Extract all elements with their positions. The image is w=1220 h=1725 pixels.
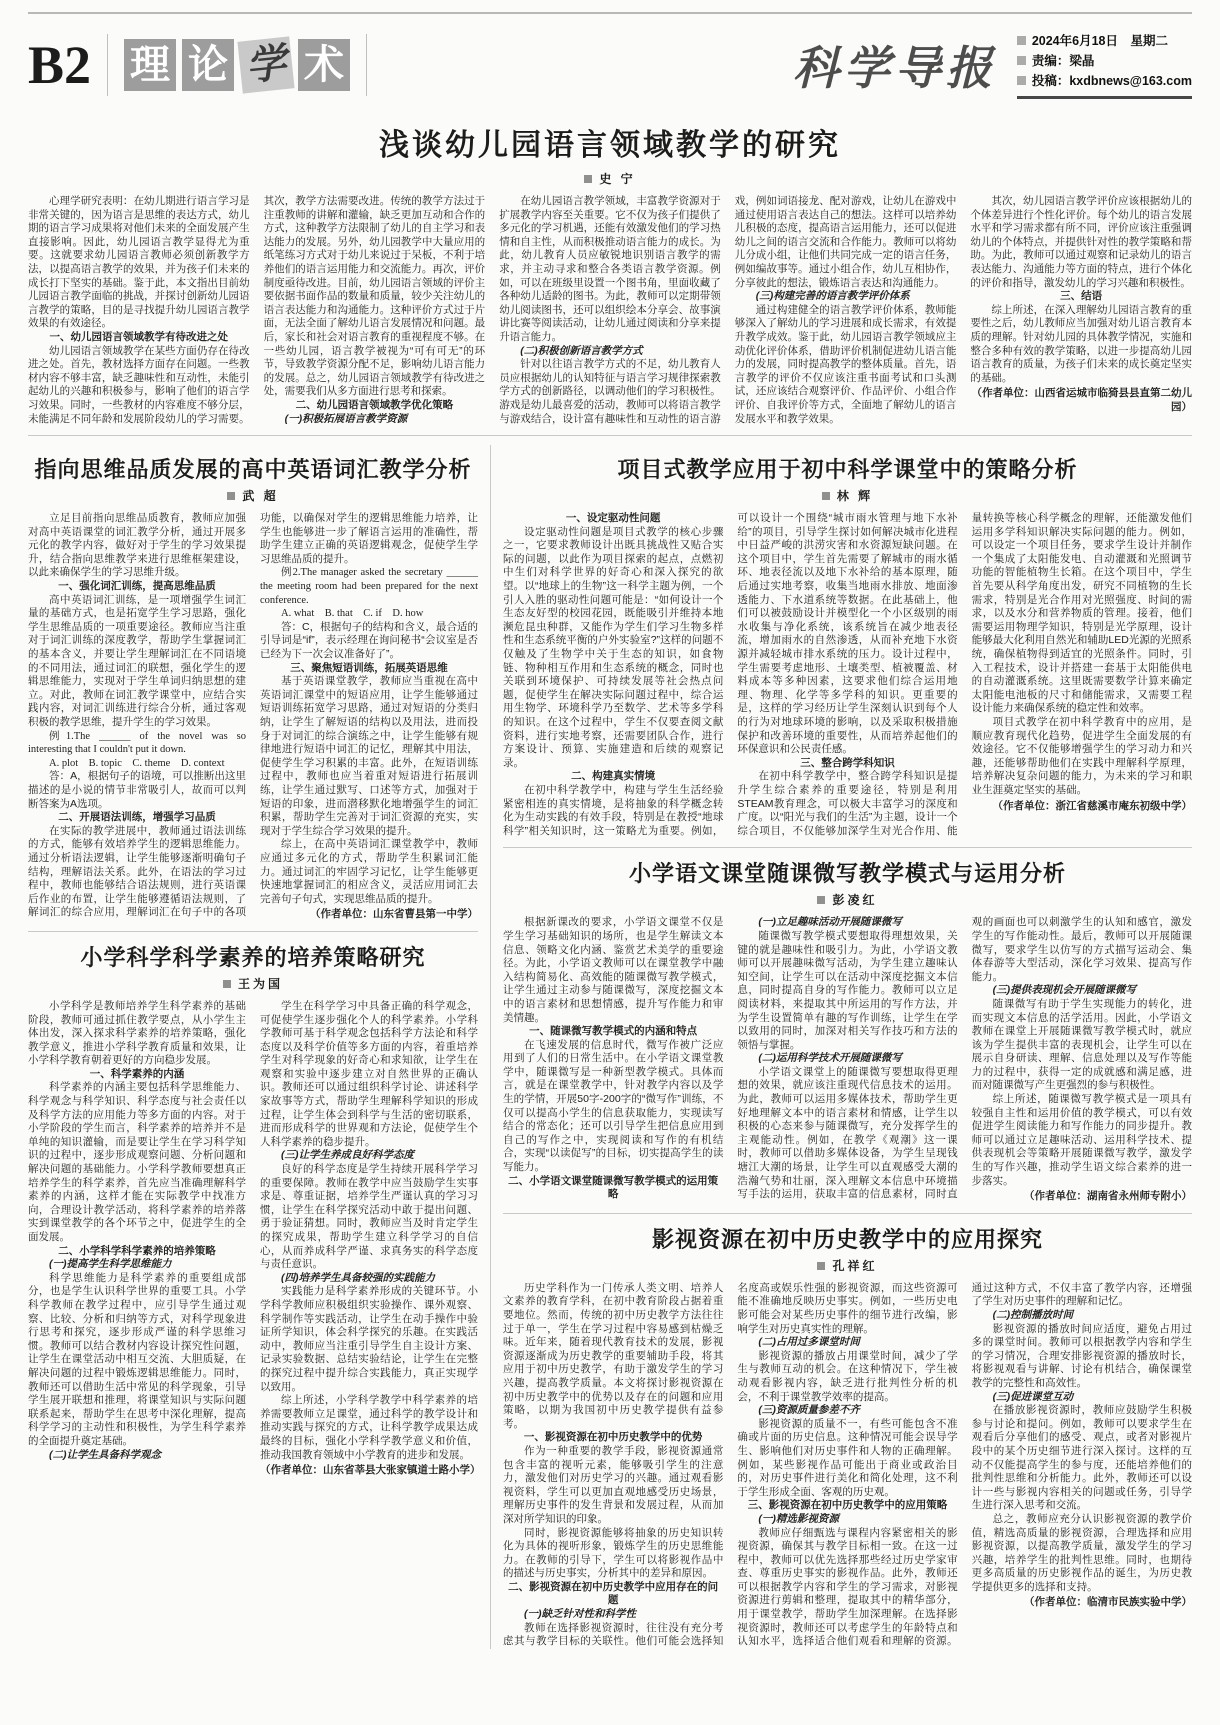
article-title: 项目式教学应用于初中科学课堂中的策略分析 — [617, 457, 1078, 483]
square-bullet-icon — [1017, 76, 1026, 85]
body-paragraph: 综上所述，随课微写教学模式是一项具有较强自主性和运用价值的教学模式，可以有效促进学生阅读能力和写作能力的同步提升。教师可以通过立足趣味活动、运用科学技术、提供表现机会等策略开展随课微写教学，激发学生的写作兴趣，推动学生语文综合素养的进一步落实。 — [971, 1093, 1192, 1187]
body-paragraph: 随课微写教学模式要想取得理想效果，关键的就是趣味性和吸引力。为此，小学语文教师可以开展趣味微写活动，为学生建立趣味认知空间，让学生可以在活动中深度挖掘文本信息，同时提高自身的写作能力。教师可以立足阅读材料，来提取其中所运用的写作方法，并为学生设置简单有趣的写作训练，让学生在学以致用的同时，加深对相关写作技巧和方法的领悟与掌握。 — [737, 929, 958, 1051]
author-unit: （作者单位：山西省运城市临猗县县直第二幼儿园） — [971, 387, 1192, 413]
article-body — [503, 512, 1192, 838]
body-paragraph: 影视资源的质量不一，有些可能包含不准确或片面的历史信息。这种情况可能会误导学生、影响他们对历史事件和人物的正确理解。例如，某些影视作品可能出于商业或政治目的，对历史事件进行美化和简化处理，这不利于学生形成全面、客观的历史观。 — [737, 1417, 958, 1498]
newspaper-logo: 科学导报 — [792, 43, 997, 94]
body-paragraph: 高中英语词汇训练，是一项增强学生词汇量的基础方式，也是拓宽学生学习思路，强化学生思维品质的一项重要途径。教师应当注重对于词汇训练的深度教学，帮助学生掌握词汇的基本含义，并要让学生理解词汇在不同语境的不同用法，通过词汇的联想，强化学生的逻辑思维能力，实现对于学生单词归纳思想的建立。对此，教师在词汇教学课堂中，应结合实践内容，对词汇训练进行综合分析，通过客观积极的教学思维，提升学生的学习效果。 — [28, 593, 246, 728]
body-paragraph: 幼儿园语言领域教学在某些方面仍存在待改进之处。首先，教材选择方面存在问题。一些教材内容不够丰富，缺乏趣味性和互动性，未能引起幼儿的兴趣和积极参与，影响了他们的语言学习效果。同时，一些教材的内容难度不够分层，未能满足不同年龄和发展阶段幼儿的学习需要。其次，教学方法需要改进。传统的教学方法过于注重教师的讲解和灌输，缺乏更加互动和合作的方式，这种教学方法限制了幼儿的自主学习和表达能力的发展。另外，幼儿园教学中大量应用的纸笔练习方式对于幼儿来说过于呆板，不利于培养他们的语言运用能力和交流能力。再次，评价制度亟待改进。目前，幼儿园语言领域的评价主要依据书面作品的数量和质量，较少关注幼儿的语言表达能力和沟通能力。这种评价方式过于片面，无法全面了解幼儿语言发展情况和问题。最后，家长和社会对语言教育的重视程度不够。在一些幼儿园，语言教学被视为“可有可无”的环节，导致教学资源分配不足，影响幼儿语言能力的发展。总之，幼儿园语言领域教学有待改进之处，需要我们从多方面进行思考和探索。 — [28, 195, 486, 425]
article-body — [503, 916, 1192, 1203]
answer-paragraph: 答：C，根据句子的结构和含义，最合适的引导词是“if”，表示经理在询问秘书“会议室是否已经为下一次会议准备好了”。 — [260, 620, 478, 661]
author-unit: （作者单位：浙江省慈溪市庵东初级中学） — [992, 799, 1192, 812]
body-paragraph: 同时，影视资源能够将抽象的历史知识转化为具体的视听形象，锻炼学生的历史思维能力。在教师的引导下，学生可以将影视作品中的描述与历史事实，分析其中的差异和原因。 — [503, 1526, 724, 1580]
english-example: A. what B. that C. if D. how — [281, 608, 424, 620]
article-micro-writing — [503, 857, 1192, 1203]
body-paragraph: 综上所述，在深入理解幼儿园语言教育的重要性之后，幼儿教师应当加强对幼儿语言教育本质的理解。针对幼儿园的具体教学情况，实施和整合多种有效的教学策略，以进一步提高幼儿园语言教育的质量，为孩子们未来的成长奠定坚实的基础。 — [970, 303, 1192, 384]
page-number: B2 — [28, 35, 92, 95]
body-paragraph: 在播放影视资源时，教师应鼓励学生积极参与讨论和提问。例如，教师可以要求学生在观看后分享他们的感受、观点，或者对影视片段中的某个历史细节进行深入探讨。这样的互动不仅能提高学生的参与度，还能培养他们的批判性思维和分析能力。此外，教师还可以设计一些与影视内容相关的问题或任务，引导学生进行深入思考和交流。 — [971, 1404, 1192, 1512]
body-paragraph: 作为一种重要的教学手段，影视资源通常包含丰富的视听元素，能够吸引学生的注意力，激发他们对历史学习的兴趣。通过观看影视资料，学生可以更加直观地感受历史场景，理解历史事件的发生背景和发展过程，从而加深对所学知识的印象。 — [503, 1444, 724, 1525]
answer-paragraph: 答：A，根据句子的语境，可以推断出这里描述的是小说的情节非常吸引人，故而可以判断答案为A选项。 — [28, 770, 246, 810]
english-example: 例1.The ______ of the novel was so interesting that I couldn't put it down. — [28, 730, 246, 756]
author-unit: （作者单位：山东省曹县第一中学） — [310, 908, 478, 921]
byline-square-icon — [817, 896, 825, 904]
body-paragraph: 项目式教学在初中科学教育中的应用，是顺应教育现代化趋势，促进学生全面发展的有效途径。它不仅能够增强学生的学习动力和兴趣，还能够帮助他们在实践中理解科学原理，培养解决复杂问题的能力，为未来的学习和职业生涯奠定坚实的基础。 — [971, 716, 1192, 796]
body-paragraph: 心理学研究表明：在幼儿期进行语言学习是非常关键的，因为语言是思维的表达方式，幼儿期的语言学习成果将对他们未来的全面发展产生直接影响。因此，幼儿园语言教学显得尤为重要。这就要求幼儿园语言教师必须创新教学方法，以提高语言教学的效果，并为孩子们未来的成长打下坚实的基础。鉴于此，本文指出目前幼儿园语言教学面临的挑战，并探讨创新幼儿园语言教学的策略，目的是寻找提升幼儿园语言教学效果的有效途径。 — [28, 195, 250, 330]
sub-subheading: (二)让学生具备科学观念 — [49, 1448, 161, 1461]
body-paragraph: 在实际的教学进展中，教师通过语法训练的方式，能够有效培养学生的逻辑思维能力。通过分析语法逻辑，让学生能够逐渐明确句子结构，理解语法关系。此外，在语法的学习过程中，教师也能够结合语法规则，进行英语课后作业的布置，让学生能够遵循语法规则，了解词汇的综合应用，理解词汇在句子中的各项功能，以确保对学生的逻辑思维能力培养，让学生也能够进一步了解语言运用的准确性，帮助学生建立正确的英语逻辑观念，促使学生学习思维品质的提升。 — [28, 512, 478, 919]
body-paragraph: 在初中科学教学中，整合跨学科知识是提升学生综合素养的重要途径，特别是利用STEAM教育理念，可以极大丰富学习的深度和广度。以“阳光与我们的生活”为主题，设计一个综合项目，不仅能够加深学生对光合作用、能量转换等核心科学概念的理解，还能激发他们运用多学科知识解决实际问题的能力。例如，可以设定一个项目任务，要求学生设计并制作一个集成了太阳能发电、自动灌溉和光照调节功能的智能植物生长箱。在这个项目中，学生首先要从科学角度出发，研究不同植物的生长需求，特别是光合作用对光照强度、时间的需求，以及水分和营养物质的管理。接着，他们需要运用物理学知识，特别是光学原理，设计能够最大化利用自然光和辅助LED光源的光照系统，确保植物得到适宜的光照条件。同时，引入工程技术，设计并搭建一套基于太阳能供电的自动灌溉系统。这里既需要数学计算来确定太阳能电池板的尺寸和储能需求，又需要工程设计能力来确保系统的稳定性和效率。 — [737, 512, 1192, 837]
body-paragraph: 教师在选择影视资源时，往往没有充分考虑其与教学目标的关联性。他们可能会选择知名度高或娱乐性强的影视资源，而这些资源可能不准确地反映历史事实。例如，一些历史电影可能会对某些历史事件的细节进行改编，影响学生对历史真实性的理解。 — [503, 1281, 958, 1648]
right-column — [491, 445, 1192, 1649]
article-title: 小学语文课堂随课微写教学模式与运用分析 — [628, 861, 1066, 887]
byline-square-icon — [227, 492, 235, 500]
section-title — [124, 39, 350, 91]
article-film-resources — [503, 1223, 1192, 1649]
english-example: 例2.The manager asked the secretary ______ the meeting room had been prepared for the next conference. — [260, 567, 478, 606]
body-paragraph: 科学素养的内涵主要包括科学思维能力、科学观念与科学知识、科学态度与社会责任以及科学方法的应用能力等多方面的内容。对于小学阶段的学生而言，科学素养的培养并不是单纯的知识灌输，而是要让学生在学习科学知识的过程中，逐步形成观察问题、分析问题和解决问题的基础能力。小学科学教师要想真正培养学生的科学素养，首先应当准确理解科学素养的内涵，这样才能在实际教学中找准方向，合理设计教学活动，将科学素养的培养落实到课堂教学的各个环节之中，促进学生的全面发展。 — [28, 1081, 246, 1243]
byline-square-icon — [822, 492, 830, 500]
article-english-vocabulary — [28, 453, 478, 922]
sub-subheading: (三)促进课堂互动 — [992, 1390, 1074, 1403]
square-bullet-icon — [1017, 36, 1026, 45]
article-kindergarten-language — [28, 120, 1192, 426]
section-divider — [503, 1213, 1192, 1214]
section-char-stylized: 学 — [237, 36, 294, 93]
body-paragraph: 良好的科学态度是学生持续开展科学学习的重要保障。教师在教学中应当鼓励学生实事求是、尊重证据，培养学生严谨认真的学习习惯，让学生在科学探究活动中敢于提出问题、勇于验证猜想。同时，教师应当及时肯定学生的探究成果，帮助学生建立科学学习的自信心，从而养成科学严谨、求真务实的科学态度与责任意识。 — [260, 1163, 478, 1271]
body-paragraph: 根据新课改的要求，小学语文课堂不仅是学生学习基础知识的场所，也是学生解读文本信息、领略文化内涵、鉴赏艺术美学的重要途径。为此，小学语文教师可以在课堂教学中融入结构简易化、高效能的随课微写教学模式，让学生通过主动参与随课微写，深度挖掘文本中的语言素材和思想情感，提升写作能力和审美情趣。 — [503, 916, 724, 1024]
sub-subheading: (二)积极创新语言教学方式 — [520, 344, 643, 357]
byline: 彭凌红 — [503, 891, 1192, 908]
sub-subheading: (一)精选影视资源 — [758, 1512, 839, 1525]
section-char: 理 — [124, 39, 176, 91]
body-paragraph: 实践能力是科学素养形成的关键环节。小学科学教师应积极组织实验操作、课外观察、科学制作等实践活动，让学生在动手操作中验证所学知识，体会科学探究的乐趣。在实践活动中，教师应当注重引导学生自主设计方案、记录实验数据、总结实验结论，让学生在完整的探究过程中提升综合实践能力，真正实现学以致用。 — [260, 1285, 478, 1393]
sub-subheading: (二)占用过多课堂时间 — [758, 1336, 860, 1349]
article-science-literacy — [28, 941, 481, 1478]
sub-subheading: (三)资源质量参差不齐 — [758, 1404, 860, 1417]
article-body — [28, 512, 478, 922]
body-paragraph: 在幼儿园语言教学领域，丰富教学资源对于扩展教学内容至关重要。它不仅为孩子们提供了多元化的学习机遇，还能有效激发他们的学习热情和自主性，从而积极推动语言能力的成长。为此，幼儿教育人员应敏锐地识别语言教学的需求，并主动寻求和整合各类语言教学资源。例如，可以在班级里设置一个图书角，里面收藏了各种幼儿适龄的图书。为此，教师可以定期带领幼儿阅读图书，还可以组织绘本分享会、故事演讲比赛等阅读活动，让幼儿通过阅读和分享来提升语言能力。 — [499, 195, 721, 343]
subheading: 三、聚焦短语训练，拓展英语思维 — [290, 661, 448, 674]
body-paragraph: 其次，幼儿园语言教学评价应该根据幼儿的个体差异进行个性化评价。每个幼儿的语言发展水平和学习需求都有所不同，评价应该注重强调幼儿的个体特点，并提供针对性的教学策略和帮助。为此，教师可以通过观察和记录幼儿的语言表达能力、沟通能力等方面的特点，进行个体化的评价和指导，激发幼儿的学习兴趣和积极性。 — [970, 195, 1192, 289]
body-paragraph: 综上所述，小学科学教学中科学素养的培养需要教师立足课堂，通过科学的教学设计和推动实践与探究的方式，让科学教学成果达成最终的目标，强化小学科学教学意义和价值，推动我国教育领域中小学教育的进步和发展。 — [260, 1394, 478, 1461]
sub-subheading: (三)提供表现机会开展随课微写 — [992, 984, 1137, 997]
byline: 林 辉 — [503, 487, 1192, 504]
sub-subheading: (一)立足趣味活动开展随课微写 — [758, 916, 902, 929]
section-char: 术 — [298, 39, 350, 91]
author-unit: （作者单位：湖南省永州师专附小） — [1023, 1190, 1192, 1203]
body-paragraph: 学生在科学学习中具备正确的科学观念，可促使学生逐步强化个人的科学素养。小学科学教师可基于科学观念包括科学方法论和科学态度以及科学价值等多方面的内容，着重培养学生对科学现象的好奇心和求知欲，让学生在观察和实验中逐步建立对自然世界的正确认识。教师还可以通过组织科学讨论、讲述科学家故事等方式，帮助学生理解科学知识的形成过程，让学生体会到科学与生活的密切联系，进而形成科学的世界观和方法论，促使学生个人科学素养的稳步提升。 — [260, 999, 478, 1148]
body-paragraph: 小学语文课堂上的随课微写要想取得更理想的效果，就应该注重现代信息技术的运用。为此，教师可以运用多媒体技术，帮助学生更好地理解文本中的语言素材和情感，让学生以积极的心态来参与随课微写，充分发挥学生的主观能动性。例如，在教学《观潮》这一课时，教师可以借助多媒体设备，为学生呈现钱塘江大潮的场景，让学生可以直观感受大潮的浩瀚气势和壮丽，深入理解文本信息中环境描写手法的运用，获取丰富的信息素材，同时直观的画面也可以刺激学生的认知和感官，激发学生的写作能动性。最后，教师可以开展随课微写，要求学生以仿写的方式描写运动会、集体春游等大型活动，深化学习效果、提高写作能力。 — [737, 916, 1192, 1201]
body-paragraph: 影视资源的播放时间应适度，避免占用过多的课堂时间。教师可以根据教学内容和学生的学习情况，合理安排影视资源的播放时长，将影视观看与讲解、讨论有机结合，确保课堂教学的完整性和高效性。 — [971, 1322, 1192, 1389]
byline: 武 超 — [28, 487, 478, 504]
body-paragraph: 科学思维能力是科学素养的重要组成部分，也是学生认识科学世界的重要工具。小学科学教师在教学过程中，应引导学生通过观察、比较、分析和归纳等方式，对科学现象进行思考和探究，逐步形成严谨的科学思维习惯。教师可以结合教材内容设计探究性问题，让学生在课堂活动中相互交流、大胆质疑，在解决问题的过程中锻炼逻辑思维能力。同时，教师还可以借助生活中常见的科学现象，引导学生展开联想和推理，将课堂知识与实际问题联系起来，帮助学生在思考中深化理解，提高科学学习的主动性和积极性，为学生科学素养的全面提升奠定基础。 — [28, 1271, 246, 1447]
body-paragraph: 在初中科学教学中，构建与学生生活经验紧密相连的真实情境，是将抽象的科学概念转化为生动实践的有效手段，特别是在教授“地球科学”相关知识时，这一策略尤为重要。例如，可以设计一个围绕“城市雨水管理与地下水补给”的项目，引导学生探讨如何解决城市化进程中日益严峻的洪涝灾害和水资源短缺问题。在这个项目中，学生首先需要了解城市的雨水循环、地表径流以及地下水补给的基本原理，随后通过实地考察，收集当地雨水排放、地面渗透能力、下水道系统等数据。在此基础上，他们可以被鼓励设计并模型化一个小区级别的雨水收集与净化系统，该系统旨在减少地表径流，增加雨水的自然渗透，从而补充地下水资源并减轻城市排水系统的压力。设计过程中，学生需要考虑地形、土壤类型、植被覆盖、材料成本等多种因素，这要求他们综合运用地理、物理、化学等多学科的知识。更重要的是，这样的学习经历让学生深刻认识到每个人的行为对地球环境的影响，以及采取积极措施保护和改善环境的重要性，从而培养起他们的环保意识和公民责任感。 — [503, 512, 958, 837]
byline: 王为国 — [28, 975, 478, 992]
article-title: 浅谈幼儿园语言领域教学的研究 — [379, 129, 841, 162]
sub-subheading: (四)培养学生具备较强的实践能力 — [281, 1271, 435, 1284]
square-bullet-icon — [1017, 56, 1026, 65]
body-paragraph: 影视资源的播放占用课堂时间，减少了学生与教师互动的机会。在这种情况下，学生被动观看影视内容，缺乏进行批判性分析的机会，不利于课堂教学效率的提高。 — [737, 1349, 958, 1403]
body-paragraph: 随课微写有助于学生实现能力的转化，进而实现文本信息的活学活用。因此，小学语文教师在课堂上开展随课微写教学模式时，就应该为学生提供丰富的表现机会，让学生可以在展示自身研读、理解、信息处理以及写作等能力的过程中，获得一定的成就感和满足感，进而对随课微写产生更强烈的参与积极性。 — [971, 997, 1192, 1092]
subheading: 二、小学语文课堂随课微写教学模式的运用策略 — [508, 1174, 719, 1201]
body-paragraph: 基于英语课堂教学，教师应当重视在高中英语词汇课堂中的短语应用，让学生能够通过短语训练拓宽学习思路，通过对短语的分类归纳，让学生了解短语的结构以及用法，进而投身于对词汇的综合演练之中，让学生能够有规律地进行短语中词汇的记忆，理解其中用法，促使学生学习积累的丰富。此外，在短语训练过程中，教师也应当着重对短语进行拓展训练，让学生通过默写、口述等方式，加强对于短语的印象，进而潜移默化地增强学生的词汇积累，帮助学生完善对于词汇资源的充实，实现对于学生综合学习效果的提升。 — [260, 675, 478, 837]
byline: 孔祥红 — [503, 1257, 1192, 1274]
body-paragraph: 总之，教师应充分认识影视资源的教学价值，精选高质量的影视资源，合理选择和应用影视资源，以提高教学质量，激发学生的学习兴趣，培养学生的批判性思维。同时，也期待更多高质量的历史影视作品的诞生，为历史教学提供更多的选择和支持。 — [971, 1512, 1192, 1593]
subheading: 三、影视资源在初中历史教学中的应用策略 — [747, 1499, 948, 1512]
sub-subheading: (一)积极拓展语言教学资源 — [284, 412, 408, 425]
section-divider — [28, 435, 1192, 436]
article-title: 指向思维品质发展的高中英语词汇教学分析 — [34, 457, 472, 483]
article-body — [28, 999, 481, 1478]
left-column — [28, 445, 490, 1649]
masthead-row — [28, 22, 1192, 108]
english-example: A. plot B. topic C. theme D. context — [49, 757, 225, 769]
byline-square-icon — [817, 1262, 825, 1270]
article-title: 小学科学科学素养的培养策略研究 — [80, 944, 426, 970]
body-paragraph: 小学科学是教师培养学生科学素养的基础阶段，教师可通过抓住教学要点，从小学生主体出发，深入探求科学素养的培养策略，强化教学意义，推进小学科学教育质量和效果，让小学科学教育朝着更好的方向稳步发展。 — [28, 999, 246, 1067]
body-paragraph: 通过构建健全的语言教学评价体系，教师能够深入了解幼儿的学习进展和成长需求，有效提升教学成效。鉴于此，幼儿园语言教学领域应主动优化评价体系，借助评价机制促进幼儿语言能力的发展，同时提高教学的整体质量。首先，语言教学的评价不仅应该注重书面考试和口头测试，还应该结合观察评价、作品评价、小组合作评价、自我评价等方式，全面地了解幼儿的语言发展水平和教学效果。 — [734, 303, 957, 425]
sub-subheading: (一)缺乏针对性和科学性 — [524, 1608, 636, 1621]
subheading: 二、开展语法训练，增强学习品质 — [58, 811, 216, 824]
publication-date: 2024年6月18日 星期二 — [1017, 31, 1192, 51]
body-paragraph: 综上，在高中英语词汇课堂教学中，教师应通过多元化的方式，帮助学生积累词汇能力。通过词汇的牢固学习记忆，让学生能够更快速地掌握词汇的相应含义，灵活应用词汇去完善句子句式，实现思维品质的提升。 — [260, 838, 478, 905]
submission-email: 投稿：kxdbnews@163.com — [1017, 71, 1192, 91]
sub-subheading: (二)运用科学技术开展随课微写 — [758, 1052, 902, 1065]
subheading: 一、科学素养的内涵 — [89, 1067, 185, 1080]
subheading: 一、强化词汇训练，提高思维品质 — [58, 580, 216, 593]
sub-subheading: (一)提高学生科学思维能力 — [49, 1258, 172, 1271]
author-unit: （作者单位：临清市民族实验中学） — [1023, 1596, 1192, 1609]
body-paragraph: 针对以往语言教学方式的不足，幼儿教育人员应根据幼儿的认知特征与语言学习规律探索教学方式的创新路径，以调动他们的学习积极性。游戏是幼儿最喜爱的活动，教师可以将语言教学与游戏结合，设计富有趣味性和互动性的语言游戏，例如词语接龙、配对游戏，让幼儿在游戏中通过使用语言表达自己的想法。这样可以培养幼儿积极的态度，提高语言运用能力，还可以促进幼儿之间的语言交流和合作能力。教师可以将幼儿分成小组，让他们共同完成一定的语言任务，例如编故事等。通过小组合作，幼儿互相协作，分享彼此的想法，锻炼语言表达和沟通能力。 — [499, 195, 957, 425]
subheading: 二、构建真实情境 — [571, 770, 656, 783]
article-body — [503, 1282, 1192, 1649]
body-paragraph: 教师应仔细甄选与课程内容紧密相关的影视资源，确保其与教学目标相一致。在这一过程中，教师可以优先选择那些经过历史学家审查、尊重历史事实的影视作品。此外，教师还可以根据教学内容和学生的学习需求，对影视资源进行剪辑和整理，提取其中的精华部分，用于课堂教学，帮助学生加深理解。在选择影视资源时，教师还可以考虑学生的年龄特点和认知水平，选择适合他们观看和理解的资源。通过这种方式，不仅丰富了教学内容，还增强了学生对历史事件的理解和记忆。 — [737, 1281, 1192, 1648]
publication-info — [1017, 31, 1192, 99]
section-char: 论 — [182, 39, 234, 91]
subheading: 二、幼儿园语言领域教学优化策略 — [295, 398, 454, 411]
article-body — [28, 195, 1192, 426]
sub-subheading: (二)控制播放时间 — [992, 1309, 1074, 1321]
subheading: 一、随课微写教学模式的内涵和特点 — [529, 1025, 698, 1038]
article-title: 影视资源在初中历史教学中的应用探究 — [651, 1226, 1043, 1252]
body-paragraph: 立足目前指向思维品质教育，教师应加强对高中英语课堂的词汇教学分析，通过开展多元化的教学内容，做好对于学生的学习效果提升，结合指向思维教学来进行思维框架建设，以此来确保学生的学习思维升级。 — [28, 512, 246, 579]
author-unit: （作者单位：山东省莘县大张家镇道士路小学） — [260, 1464, 481, 1477]
lower-page-grid — [28, 445, 1192, 1649]
top-rule — [28, 12, 1192, 14]
body-paragraph: 在飞速发展的信息时代，微写作被广泛应用到了人们的日常生活中。在小学语文课堂教学中，随课微写是一种新型教学模式。具体而言，就是在课堂教学中，针对教学内容以及学生的学情，开展50字-200字的“微写作”训练，不仅可以提高小学生的信息获取能力，实现读写结合的常态化；还可以引导学生把信息应用到自己的写作之中，实现阅读和写作的有机结合，实现“以读促写”的目标，切实提高学生的读写能力。 — [503, 1038, 724, 1174]
article-project-teaching — [503, 453, 1192, 838]
section-divider — [503, 847, 1192, 848]
subheading: 二、影视资源在初中历史教学中应用存在的问题 — [508, 1580, 719, 1607]
subheading: 三、整合跨学科知识 — [800, 756, 895, 769]
byline-square-icon — [584, 175, 592, 183]
sub-subheading: (三)构建完善的语言教学评价体系 — [755, 290, 910, 303]
subheading: 三、结语 — [1060, 290, 1103, 303]
subheading: 一、幼儿园语言领域教学有待改进之处 — [49, 330, 229, 343]
subheading: 一、影视资源在初中历史教学中的优势 — [523, 1431, 703, 1444]
byline: 史 宁 — [28, 170, 1192, 187]
byline-square-icon — [223, 980, 231, 988]
editor-credit: 责编：梁晶 — [1017, 51, 1192, 71]
section-divider — [28, 931, 478, 932]
body-paragraph: 设定驱动性问题是项目式教学的核心步骤之一，它要求教师设计出既具挑战性又贴合实际的问题，以此作为项目探索的起点，点燃初中生们对科学世界的好奇心和深入探究的欲望。以“地球上的生物”这一科学主题为例，一个引人入胜的驱动性问题可能是：“如何设计一个生态友好型的校园花园，既能吸引并维持本地濒危昆虫种群，又能作为学生们学习生物多样性和生态系统平衡的户外实验室?”这样的问题不仅触及了生物学中关于生态的知识，如食物链、物种相互作用和生态系统的概念，同时也关联到环境保护、可持续发展等社会热点问题，促使学生在解决实际问题过程中，综合运用生物学、环境科学乃至数学、艺术等多学科的知识。在这个过程中，学生不仅要查阅文献资料，进行实地考察，还需要团队合作，进行方案设计、预算、实施建造和后续的观察记录。 — [503, 525, 724, 769]
subheading: 二、小学科学科学素养的培养策略 — [58, 1244, 216, 1257]
subheading: 一、设定驱动性问题 — [565, 512, 661, 525]
divider — [107, 34, 108, 96]
sub-subheading: (三)让学生养成良好科学态度 — [281, 1149, 414, 1162]
divider — [366, 34, 367, 96]
body-paragraph: 历史学科作为一门传承人类文明、培养人文素养的教育学科，在初中教育阶段占据着重要地位。然而，传统的初中历史教学方法往往过于单一，学生在学习过程中容易感到枯燥乏味。近年来，随着现代教育技术的发展，影视资源逐渐成为历史教学的重要辅助手段，将其应用于初中历史教学，有助于激发学生的学习兴趣，提高教学质量。本文将探讨影视资源在初中历史教学中的优势以及存在的问题和应用策略，以期为我国初中历史教学提供有益参考。 — [503, 1281, 724, 1430]
